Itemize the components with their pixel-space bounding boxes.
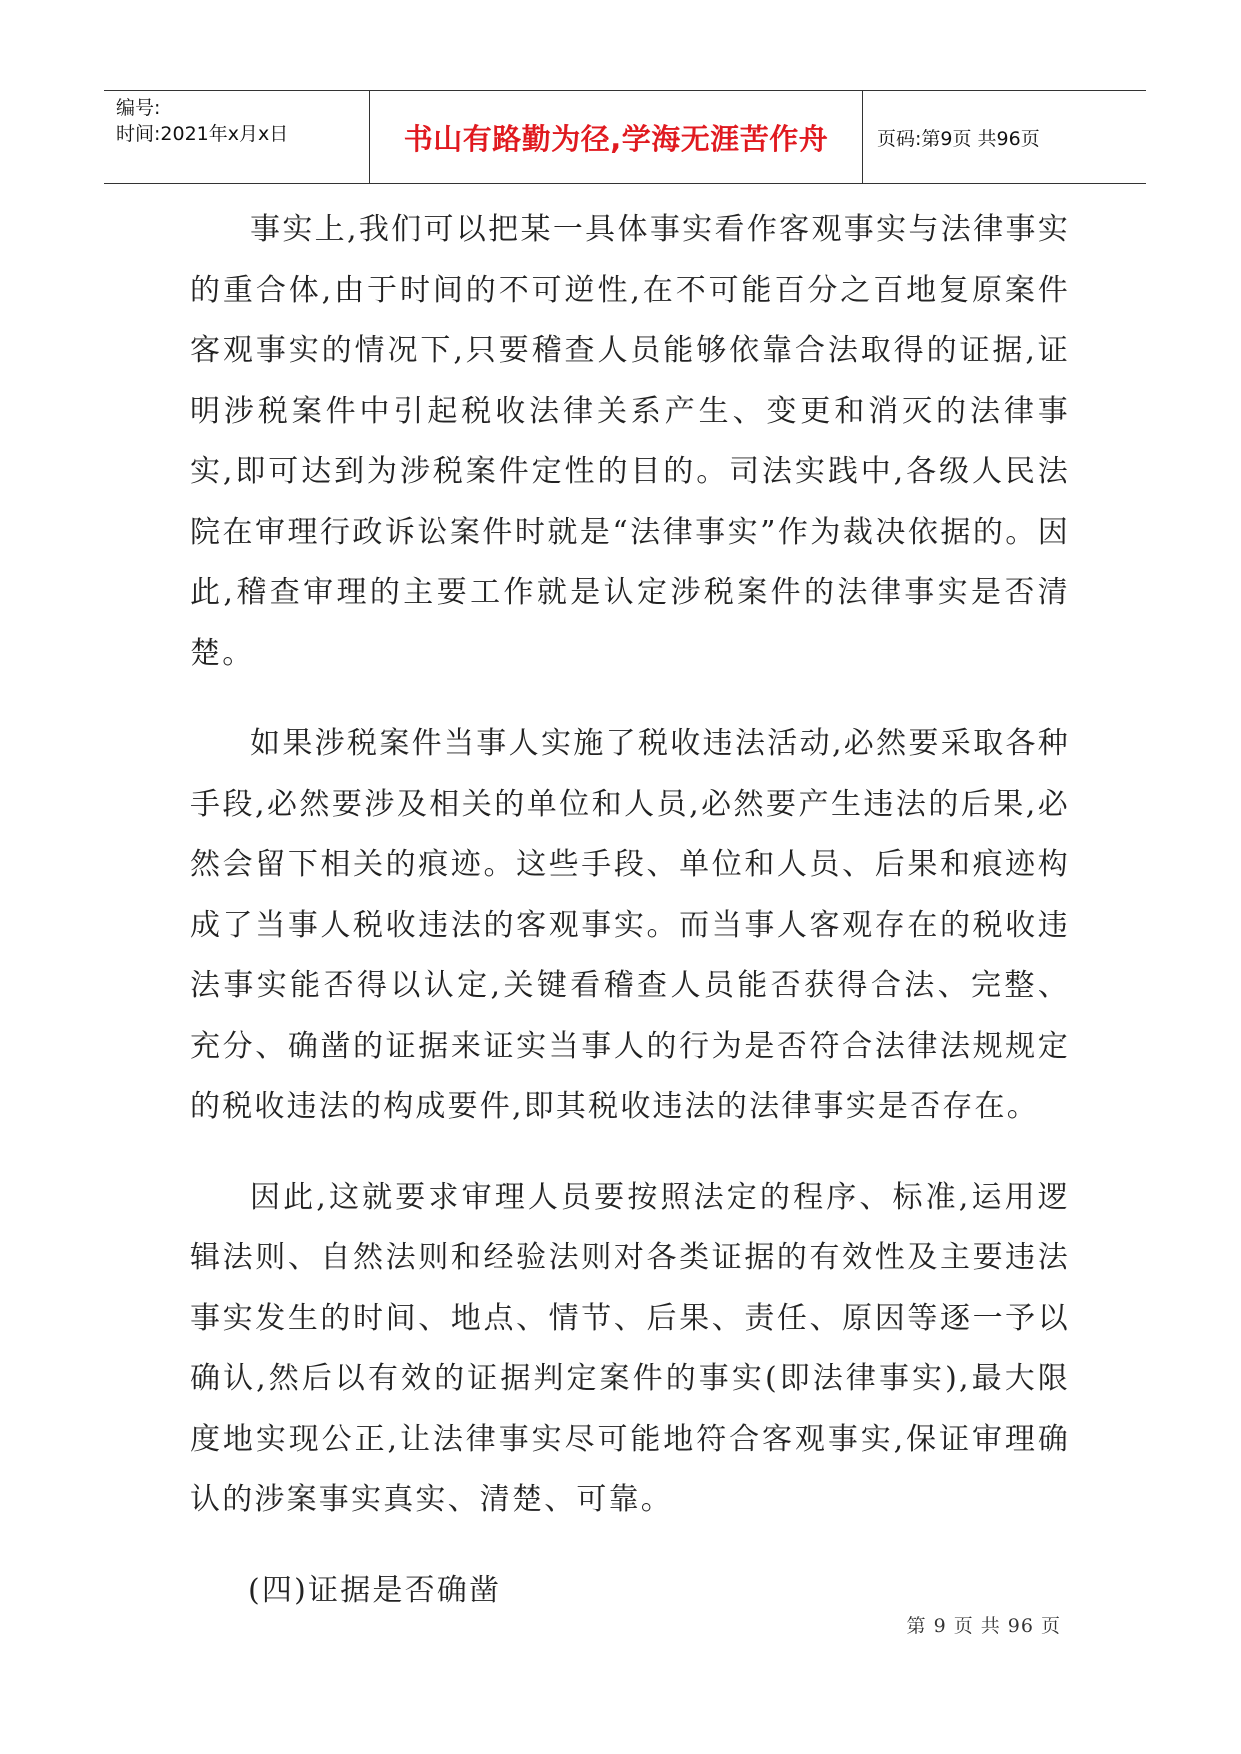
body-paragraph-2: 如果涉税案件当事人实施了税收违法活动,必然要采取各种手段,必然要涉及相关的单位和人员,必然要产生违法的后果,必然会留下相关的痕迹。这些手段、单位和人员、后果和痕迹构成了当事人税收违法的客观事实。而当事人客观存在的税收违法事实能否得以认定,关键看稽查人员能否获得合法、完整、充分、确凿的证据来证实当事人的行为是否符合法律法规规定的税收违法的构成要件,即其税收违法的法律事实是否存在。 <box>190 726 1070 1124</box>
section-heading: (四)证据是否确凿 <box>248 1572 502 1608</box>
body-paragraph-1: 事实上,我们可以把某一具体事实看作客观事实与法律事实的重合体,由于时间的不可逆性,在不可能百分之百地复原案件客观事实的情况下,只要稽查人员能够依靠合法取得的证据,证明涉税案件中引起税收法律关系产生、变更和消灭的法律事实,即可达到为涉税案件定性的目的。司法实践中,各级人民法院在审理行政诉讼案件时就是“法律事实”作为裁决依据的。因此,稽查审理的主要工作就是认定涉税案件的法律事实是否清楚。 <box>190 212 1070 671</box>
page-header <box>104 90 1146 184</box>
header-motto: 书山有路勤为径,学海无涯苦作舟 <box>370 91 863 183</box>
time-label: 时间:2021年x月x日 <box>116 123 289 145</box>
header-page-code: 页码:第9页 共96页 <box>877 127 1040 150</box>
body-paragraph-3: 因此,这就要求审理人员要按照法定的程序、标准,运用逻辑法则、自然法则和经验法则对各类证据的有效性及主要违法事实发生的时间、地点、情节、后果、责任、原因等逐一予以确认,然后以有效的证据判定案件的事实(即法律事实),最大限度地实现公正,让法律事实尽可能地符合客观事实,保证审理确认的涉案事实真实、清楚、可靠。 <box>190 1179 1070 1517</box>
header-meta <box>104 91 370 183</box>
number-label: 编号: <box>116 97 161 119</box>
page-footer: 第 9 页 共 96 页 <box>906 1615 1061 1637</box>
document-body <box>190 200 1070 1621</box>
